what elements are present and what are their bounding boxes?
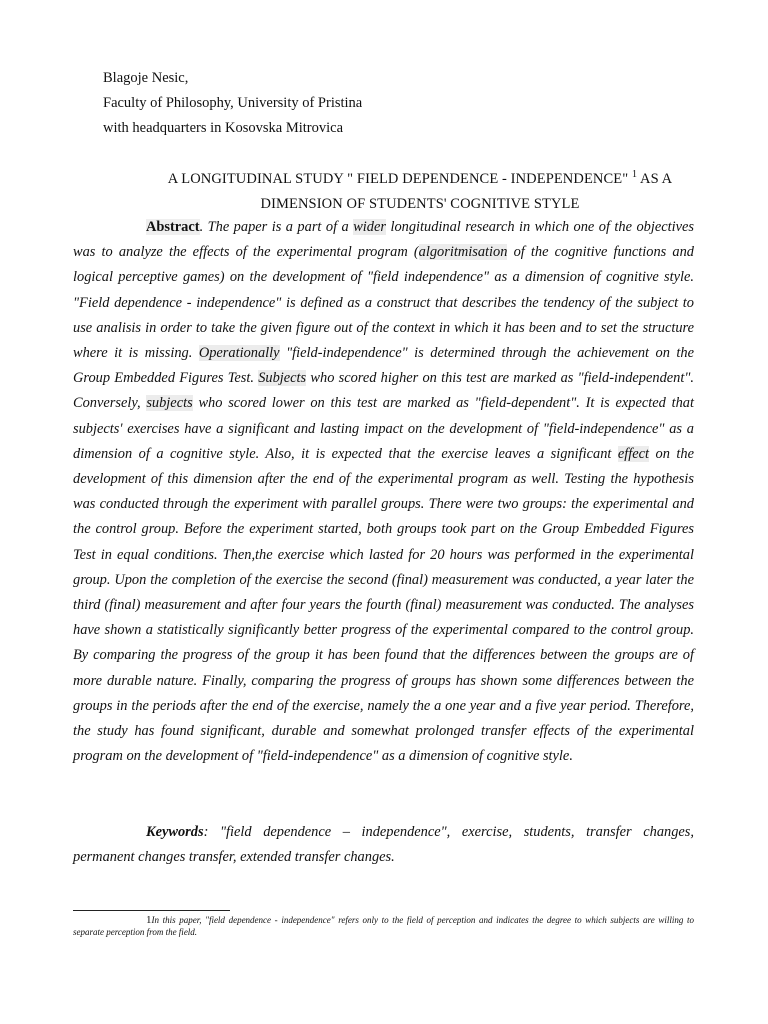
abstract-text: who scored lower on this test are marked as "field-dependent". It is expected that subjects' exercises have a significant and lasting impact on the development of "field-independence" as a dimension of a cognitive style. Also, it is expected that the exercise leaves a significant: [73, 395, 695, 462]
abstract-text: who scored higher on this test are marked as "field-independent". Conversely,: [73, 370, 694, 412]
title-line-1: [120, 167, 720, 192]
title-footnote-mark[interactable]: 1: [631, 169, 638, 181]
title-line-2: DIMENSION OF STUDENTS' COGNITIVE STYLE: [260, 196, 580, 212]
abstract-paragraph: [73, 215, 694, 769]
footnote-divider: [73, 910, 230, 911]
highlighted-word: effect: [617, 445, 650, 462]
footnote: [73, 915, 694, 938]
title-line-1-text: A LONGITUDINAL STUDY " FIELD DEPENDENCE - INDEPENDENCE": [167, 171, 632, 187]
footnote-number: 1: [146, 914, 152, 926]
abstract-text: "field-independence" is determined through the achievement on the Group Embedded Figures Test.: [73, 345, 694, 387]
footnote-text: In this paper, "field dependence - independence" refers only to the field of perception and indicates the degree to which subjects are willing to separate perception from the field.: [73, 915, 694, 937]
abstract-text: on the development of this dimension after the end of the experimental program as well. Testing the hypothesis was conducted through the experiment with parallel groups. There were two groups: the experimental and the control group. Before the experiment started, both groups took part on the Group Embedded Figures Test in equal conditions. Then,the exercise which lasted for 20 hours was performed in the experimental group. Upon the completion of the exercise the second (final) measurement was conducted, a year later the third (final) measurement and after four years the fourth (final) measurement was conducted. The analyses have shown a statistically significantly better progress of the experimental compared to the control group. By comparing the progress of the group it has been found that the differences between the groups are of more durable nature. Finally, comparing the progress of groups has shown some differences between the groups in the periods after the end of the exercise, namely the a one year and a five year period. Therefore, the study has found significant, durable and somewhat prolonged transfer effects of the experimental program on the development of "field-independence" as a dimension of cognitive style.: [73, 445, 694, 765]
author-block: [103, 66, 362, 141]
highlighted-word: Operationally: [198, 345, 280, 362]
highlighted-word: algoritmisation: [418, 244, 508, 261]
highlighted-word: subjects: [146, 395, 193, 412]
keywords-paragraph: [73, 820, 694, 870]
abstract-text: of the cognitive functions and logical perceptive games) on the development of "field independence" as a dimension of cognitive style. "Field dependence - independence" is defined as a construct that describes the tendency of the subject to use analisis in order to take the given figure out of the context in which it has been and to set the structure where it is missing.: [73, 244, 694, 362]
author-faculty: Faculty of Philosophy, University of Pristina: [103, 95, 363, 111]
author-name: Blagoje Nesic,: [103, 70, 189, 86]
keywords-text: : "field dependence – independence", exercise, students, transfer changes, permanent changes transfer, extended transfer changes.: [73, 824, 694, 866]
abstract-text: . The paper is a part of a: [199, 219, 354, 235]
author-location: with headquarters in Kosovska Mitrovica: [103, 120, 344, 136]
abstract-text: longitudinal research in which one of the objectives was to analyze the effects of the experimental program (: [73, 219, 694, 261]
title-line-1-end: AS A: [637, 171, 673, 187]
abstract-label: Abstract: [146, 219, 200, 235]
paper-title: [120, 167, 720, 217]
keywords-label: Keywords: [146, 824, 204, 840]
highlighted-word: Subjects: [258, 370, 307, 387]
highlighted-word: wider: [353, 219, 386, 235]
